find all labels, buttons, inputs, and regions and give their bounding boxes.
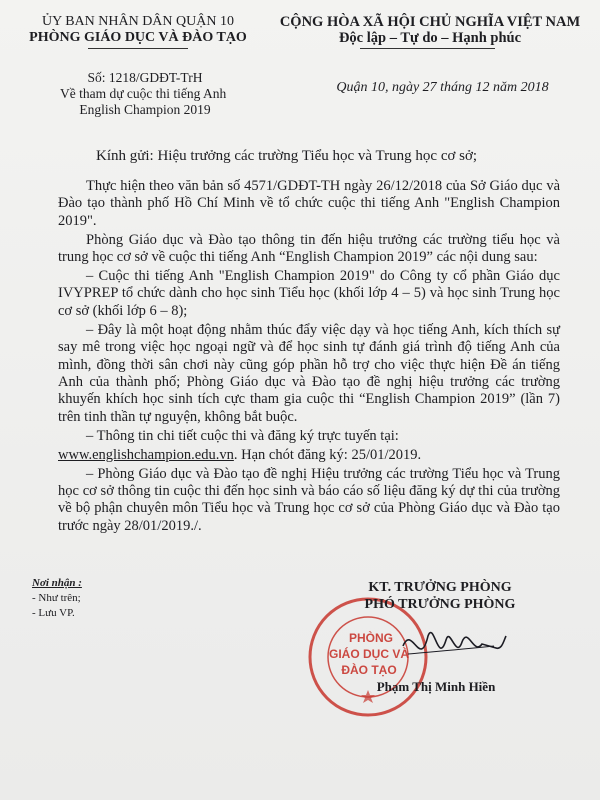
paragraph-3: – Cuộc thi tiếng Anh "English Champion 2019" do Công ty cổ phần Giáo dục IVYPREP tổ chức dành cho học sinh Tiểu học (khối lớp 4 – 5) và học sinh Trung học cơ sở (khối lớp 6 – 8); xyxy=(58,268,560,319)
document-number: Số: 1218/GDĐT-TrH xyxy=(87,70,203,85)
signature xyxy=(398,618,508,688)
issuing-authority xyxy=(18,14,258,46)
paragraph-6: – Phòng Giáo dục và Đào tạo đề nghị Hiệu trưởng các trường Tiểu học và Trung học cơ sở thông tin cuộc thi đến học sinh và báo cáo số liệu đăng ký dự thi của trường về bộ phận chuyên môn Tiểu học và Trung học cơ sở của Phòng Giáo dục và Đào tạo trước ngày 28/01/2019./. xyxy=(58,465,560,534)
addressee: Kính gửi: Hiệu trưởng các trường Tiểu học và Trung học cơ sở; xyxy=(96,148,478,164)
subject-line-2: English Champion 2019 xyxy=(79,102,211,117)
signatory-capacity: KT. TRƯỞNG PHÒNG xyxy=(368,580,512,595)
paragraph-1: Thực hiện theo văn bản số 4571/GDĐT-TH ngày 26/12/2018 của Sở Giáo dục và Đào tạo thành phố Hồ Chí Minh về tổ chức cuộc thi tiếng Anh "English Champion 2019". xyxy=(58,178,560,229)
paragraph-4: – Đây là một hoạt động nhằm thúc đẩy việc dạy và học tiếng Anh, kích thích sự say mê trong việc học ngoại ngữ và để học sinh tự đánh giá trình độ tiếng Anh của mình, đồng thời sân chơi này cũng góp phần hỗ trợ cho việc thực hiện Đề án tiếng Anh của thành phố; Phòng Giáo dục và Đào tạo đề nghị hiệu trưởng các trường khuyến khích học sinh tích cực tham gia cuộc thi “English Champion 2019” (lần 7) trên tinh thần tự nguyện, không bắt buộc. xyxy=(58,321,560,425)
nation-name: CỘNG HÒA XÃ HỘI CHỦ NGHĨA VIỆT NAM xyxy=(279,14,581,30)
issue-date: Quận 10, ngày 27 tháng 12 năm 2018 xyxy=(336,80,549,95)
signer-name: Phạm Thị Minh Hiền xyxy=(376,679,496,694)
recipient-item: - Như trên; xyxy=(32,592,81,604)
motto: Độc lập – Tự do – Hạnh phúc xyxy=(338,30,522,46)
recipient-item: - Lưu VP. xyxy=(32,607,75,619)
signature-block xyxy=(330,579,550,613)
letter-body xyxy=(58,178,560,537)
paragraph-5 xyxy=(58,428,560,445)
registration-link[interactable]: www.englishchampion.edu.vn xyxy=(58,446,234,463)
stamp-line-3: ĐÀO TẠO xyxy=(341,663,397,677)
recipients xyxy=(32,576,232,621)
stamp-line-2: GIÁO DỤC VÀ xyxy=(328,647,410,661)
subject-line-1: Về tham dự cuộc thi tiếng Anh xyxy=(60,86,227,101)
national-motto xyxy=(265,14,595,46)
stamp-line-1: PHÒNG xyxy=(348,631,394,645)
signatory-title: PHÓ TRƯỞNG PHÒNG xyxy=(364,597,516,612)
paragraph-2: Phòng Giáo dục và Đào tạo thông tin đến hiệu trưởng các trường tiểu học và trung học cơ sở về cuộc thi tiếng Anh “English Champion 2019” các nội dung sau: xyxy=(58,231,560,266)
paragraph-5-cont xyxy=(58,447,560,464)
authority-line-1: ỦY BAN NHÂN DÂN QUẬN 10 xyxy=(42,14,234,29)
authority-line-2: PHÒNG GIÁO DỤC VÀ ĐÀO TẠO xyxy=(29,30,247,45)
motto-underline xyxy=(360,48,495,49)
paragraph-5-text: – Thông tin chi tiết cuộc thi và đăng ký trực tuyến tại: xyxy=(86,427,399,444)
document-reference xyxy=(60,70,230,118)
deadline-text: . Hạn chót đăng ký: 25/01/2019. xyxy=(233,446,422,463)
authority-underline xyxy=(88,48,188,49)
recipients-title: Nơi nhận : xyxy=(32,577,82,589)
